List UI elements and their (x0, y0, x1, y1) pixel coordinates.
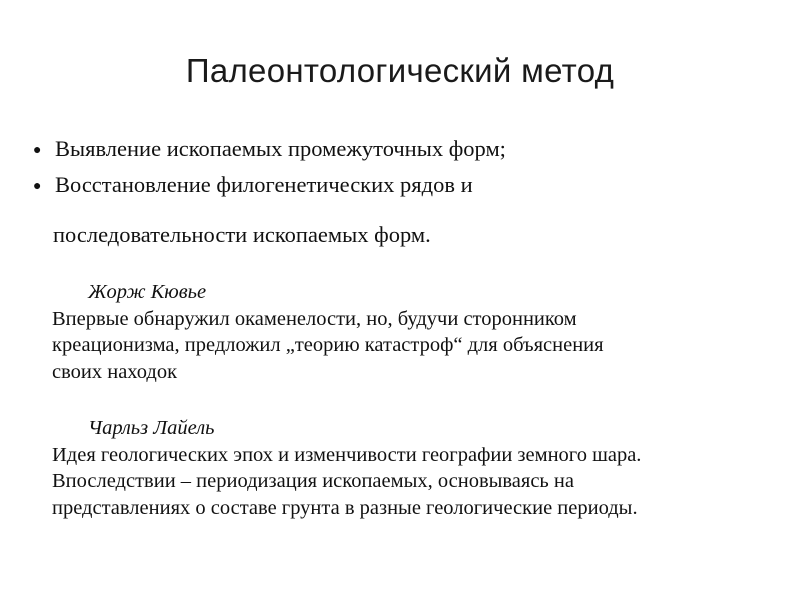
page-title: Палеонтологический метод (185, 52, 615, 89)
bullet-item (33, 133, 773, 169)
scientist-description-line: представлениях о составе грунта в разные геологические периоды. (52, 496, 638, 519)
bullet-text: Выявление ископаемых промежуточных форм; (55, 136, 506, 161)
scientist-name: Чарльз Лайель (88, 417, 215, 439)
scientist-cuvier (52, 279, 772, 385)
bullet-list (33, 133, 773, 251)
bullet-dot-icon: ● (33, 143, 42, 158)
bullet-text-continuation: последовательности ископаемых форм. (53, 222, 431, 247)
scientist-description-line: Впоследствии – периодизация ископаемых, основываясь на (52, 470, 574, 492)
scientist-name: Жорж Кювье (88, 281, 207, 303)
scientist-description-line: Идея геологических эпох и изменчивости географии земного шара. (52, 443, 642, 466)
scientist-lyell (52, 415, 772, 521)
bullet-text: Восстановление филогенетических рядов и (55, 172, 473, 197)
bullet-dot-icon: ● (33, 179, 42, 194)
bullet-item (33, 169, 773, 205)
scientist-description-line: своих находок (52, 360, 178, 383)
scientist-description-line: креационизма, предложил „теорию катастроф“ для объяснения (52, 334, 604, 356)
scientist-description-line: Впервые обнаружил окаменелости, но, будучи сторонником (52, 307, 577, 330)
